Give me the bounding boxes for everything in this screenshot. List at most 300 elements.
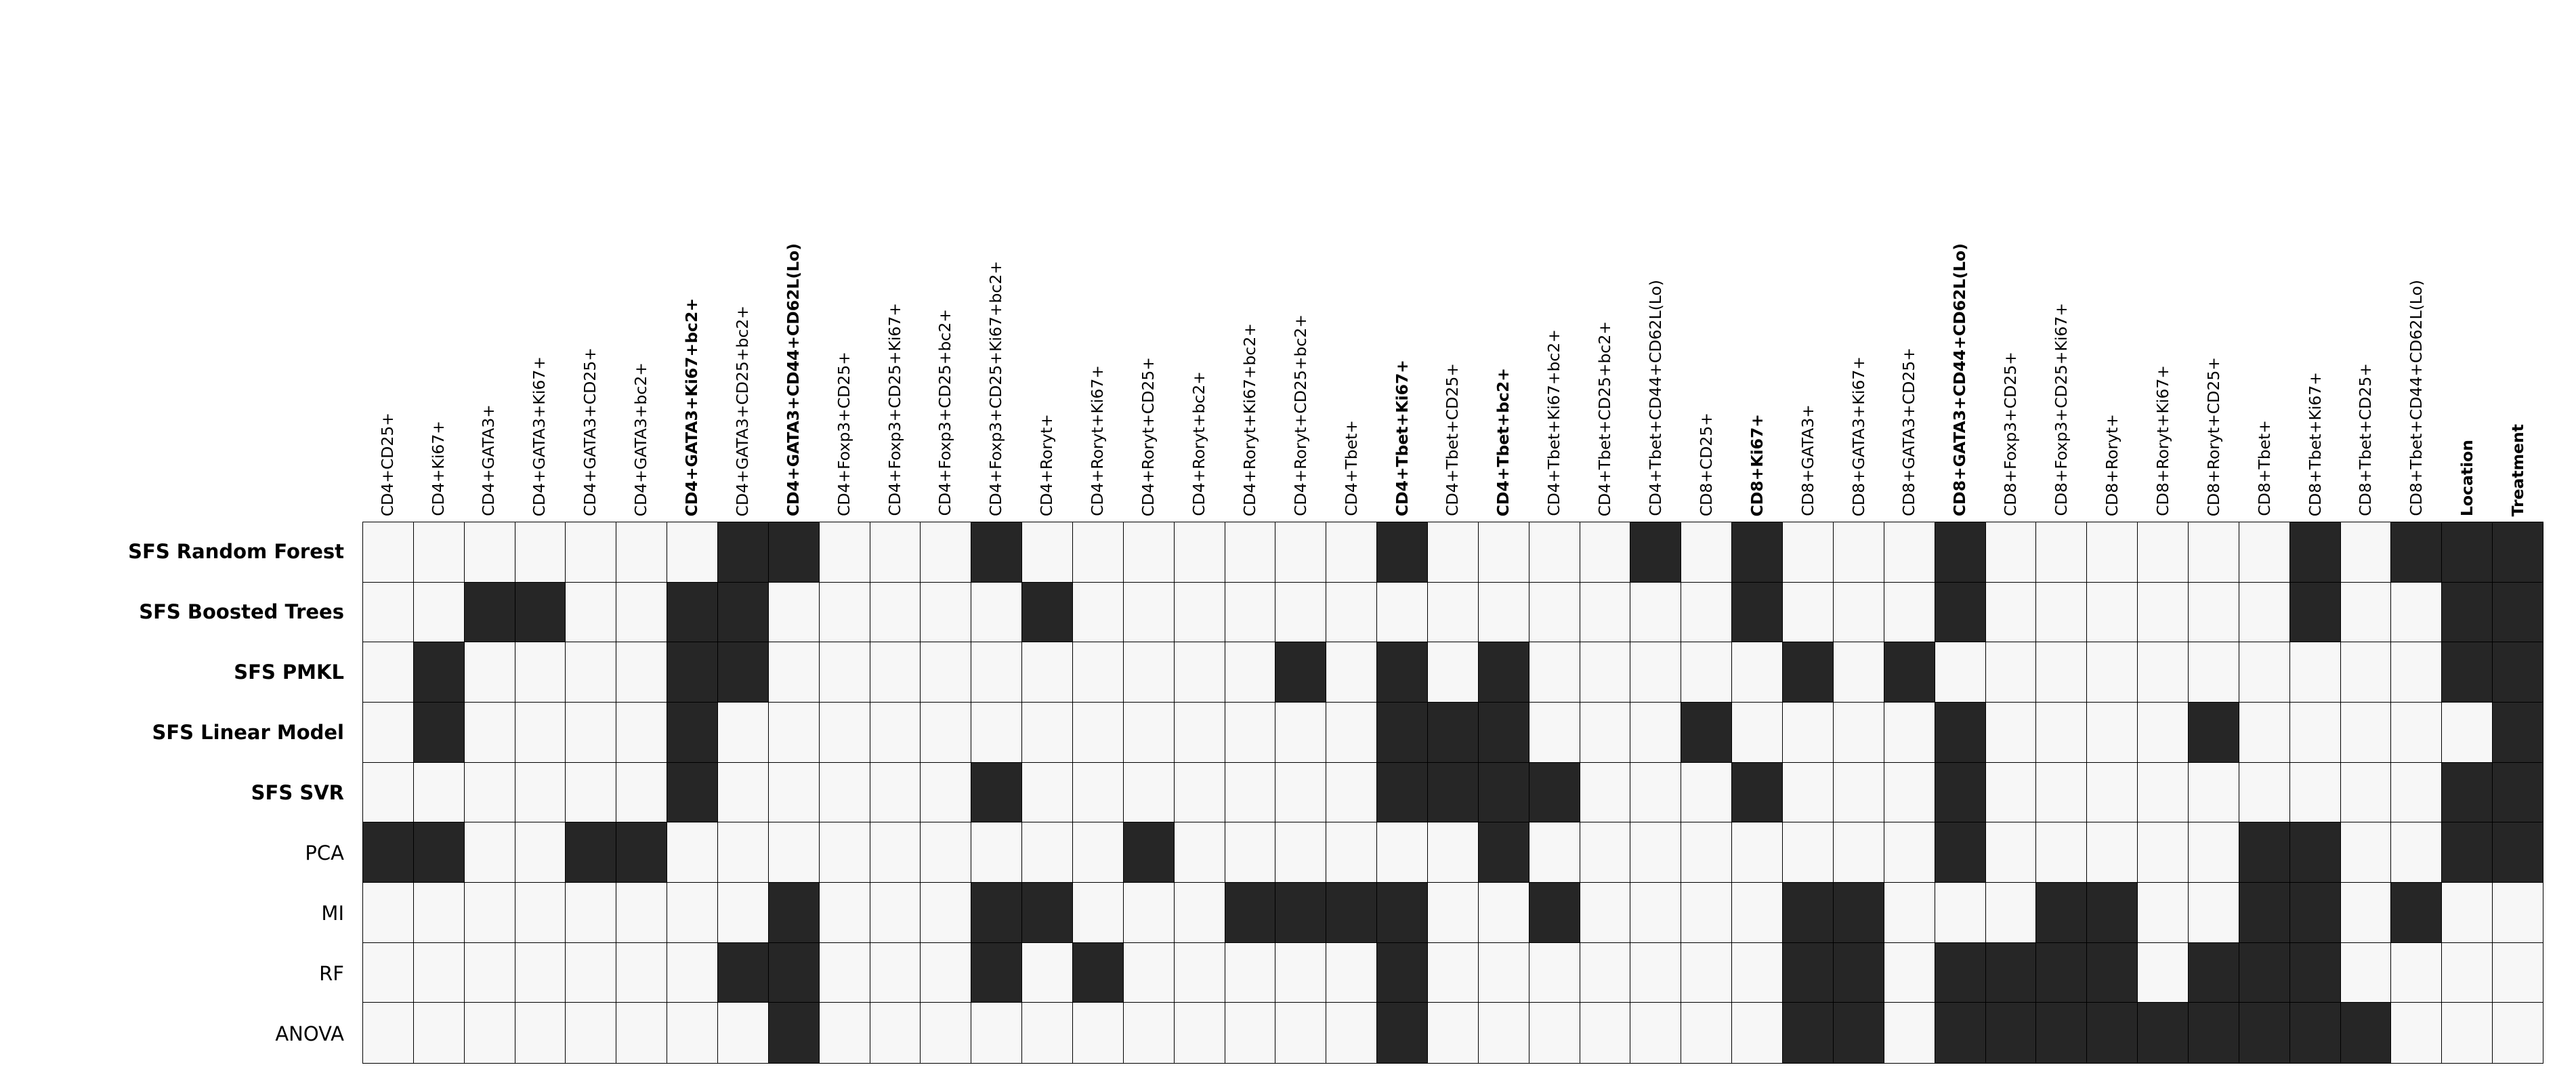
heatmap-cell xyxy=(465,583,515,643)
heatmap-cell xyxy=(921,642,971,703)
heatmap-cell xyxy=(2442,583,2493,643)
heatmap-cell xyxy=(2290,583,2341,643)
heatmap-cell xyxy=(1580,1003,1631,1063)
heatmap-cell xyxy=(971,943,1022,1003)
heatmap-cell xyxy=(1884,703,1935,763)
column-label-text: CD4+Roryt+Ki67+bc2+ xyxy=(1240,322,1259,516)
heatmap-cell xyxy=(769,943,820,1003)
heatmap-cell xyxy=(363,703,414,763)
row-label: SFS PMKL xyxy=(234,661,344,684)
heatmap-row xyxy=(363,642,2543,703)
heatmap-cell xyxy=(2493,763,2543,823)
heatmap-cell xyxy=(1225,1003,1276,1063)
heatmap-cell xyxy=(2442,522,2493,583)
heatmap-cell xyxy=(1783,642,1834,703)
heatmap-cell xyxy=(718,1003,769,1063)
heatmap-cell xyxy=(414,583,465,643)
heatmap-cell xyxy=(1834,522,1884,583)
heatmap-cell xyxy=(1377,522,1428,583)
heatmap-cell xyxy=(566,943,616,1003)
column-label-text: CD4+CD25+ xyxy=(377,412,397,516)
heatmap-cell xyxy=(2138,822,2189,883)
row-label: SFS Linear Model xyxy=(152,721,344,745)
heatmap-cell xyxy=(921,943,971,1003)
heatmap-cell xyxy=(2290,763,2341,823)
heatmap-cell xyxy=(1479,883,1529,943)
heatmap-cell xyxy=(1225,522,1276,583)
heatmap-cell xyxy=(2290,883,2341,943)
heatmap-cell xyxy=(1275,822,1326,883)
heatmap-cell xyxy=(718,943,769,1003)
heatmap-cell xyxy=(1377,703,1428,763)
heatmap-cell xyxy=(1175,763,1225,823)
heatmap-cell xyxy=(1884,763,1935,823)
heatmap-cell xyxy=(1580,583,1631,643)
heatmap-cell xyxy=(2138,703,2189,763)
column-label-text: CD8+Foxp3+CD25+ xyxy=(2001,351,2021,516)
heatmap-cell xyxy=(1073,763,1124,823)
heatmap-cell xyxy=(1986,703,2037,763)
heatmap-cell xyxy=(1783,763,1834,823)
heatmap-cell xyxy=(1175,822,1225,883)
heatmap-cell xyxy=(820,1003,870,1063)
heatmap-cell xyxy=(870,522,921,583)
heatmap-cell xyxy=(1428,763,1479,823)
heatmap-row xyxy=(363,822,2543,883)
heatmap-cell xyxy=(667,943,718,1003)
heatmap-cell xyxy=(2087,822,2138,883)
heatmap-cell xyxy=(971,1003,1022,1063)
column-label xyxy=(1174,0,1225,516)
heatmap-cell xyxy=(971,763,1022,823)
heatmap-cell xyxy=(1681,583,1732,643)
heatmap-cell xyxy=(1732,583,1783,643)
heatmap-cell xyxy=(1834,1003,1884,1063)
row-label: SFS Boosted Trees xyxy=(139,600,344,624)
heatmap-cell xyxy=(1479,822,1529,883)
heatmap-cell xyxy=(1073,822,1124,883)
column-label-text: CD4+GATA3+CD25+ xyxy=(580,348,600,516)
heatmap-cell xyxy=(1580,822,1631,883)
column-label xyxy=(2189,0,2239,516)
heatmap-cell xyxy=(1732,642,1783,703)
heatmap-cell xyxy=(2341,763,2392,823)
heatmap-cell xyxy=(2391,943,2442,1003)
heatmap-cell xyxy=(921,822,971,883)
column-label-text: CD4+Foxp3+CD25+Ki67+bc2+ xyxy=(986,260,1006,516)
heatmap-cell xyxy=(465,883,515,943)
heatmap-cell xyxy=(667,703,718,763)
heatmap-cell xyxy=(1681,522,1732,583)
heatmap-cell xyxy=(465,943,515,1003)
heatmap-cell xyxy=(1986,1003,2037,1063)
heatmap-cell xyxy=(870,822,921,883)
heatmap-cell xyxy=(1073,583,1124,643)
heatmap-cell xyxy=(870,943,921,1003)
column-label-text: CD8+GATA3+ xyxy=(1798,404,1817,516)
heatmap-cell xyxy=(1834,703,1884,763)
heatmap-cell xyxy=(1175,583,1225,643)
column-label xyxy=(362,0,413,516)
heatmap-cell xyxy=(1175,883,1225,943)
heatmap-cell xyxy=(1073,883,1124,943)
heatmap-cell xyxy=(718,763,769,823)
heatmap-cell xyxy=(1935,822,1986,883)
heatmap-cell xyxy=(2138,763,2189,823)
column-label xyxy=(515,0,566,516)
heatmap-cell xyxy=(1073,703,1124,763)
heatmap-cell xyxy=(820,943,870,1003)
heatmap-cell xyxy=(1326,883,1377,943)
heatmap-cell xyxy=(1529,703,1580,763)
heatmap-grid xyxy=(362,522,2543,1064)
column-label-text: CD4+Roryt+CD25+ xyxy=(1139,356,1158,516)
heatmap-cell xyxy=(1935,583,1986,643)
heatmap-cell xyxy=(1783,1003,1834,1063)
heatmap-cell xyxy=(1986,642,2037,703)
heatmap-cell xyxy=(1986,763,2037,823)
heatmap-cell xyxy=(1428,883,1479,943)
column-label-text: Treatment xyxy=(2508,423,2528,516)
heatmap-row xyxy=(363,583,2543,643)
heatmap-cell xyxy=(1630,822,1681,883)
heatmap-cell xyxy=(971,642,1022,703)
heatmap-cell xyxy=(1022,583,1073,643)
heatmap-cell xyxy=(2087,642,2138,703)
heatmap-cell xyxy=(2442,703,2493,763)
heatmap-cell xyxy=(769,583,820,643)
column-label-text: CD8+GATA3+CD25+ xyxy=(1899,348,1919,516)
heatmap-cell xyxy=(616,522,667,583)
column-label-text: CD4+GATA3+bc2+ xyxy=(631,362,651,516)
column-label xyxy=(1630,0,1681,516)
heatmap-cell xyxy=(769,1003,820,1063)
heatmap-cell xyxy=(515,642,566,703)
heatmap-row xyxy=(363,522,2543,583)
heatmap-cell xyxy=(1935,883,1986,943)
heatmap-cell xyxy=(465,522,515,583)
heatmap-cell xyxy=(2341,703,2392,763)
heatmap-cell xyxy=(1783,822,1834,883)
heatmap-cell xyxy=(667,1003,718,1063)
heatmap-cell xyxy=(1935,1003,1986,1063)
column-label xyxy=(768,0,819,516)
heatmap-cell xyxy=(1175,642,1225,703)
heatmap-cell xyxy=(2189,822,2239,883)
heatmap-cell xyxy=(1073,943,1124,1003)
heatmap-cell xyxy=(515,822,566,883)
heatmap-cell xyxy=(515,583,566,643)
heatmap-cell xyxy=(1479,1003,1529,1063)
heatmap-cell xyxy=(1377,642,1428,703)
column-label xyxy=(1225,0,1275,516)
heatmap-cell xyxy=(820,883,870,943)
heatmap-cell xyxy=(1225,703,1276,763)
heatmap-cell xyxy=(1275,943,1326,1003)
heatmap-cell xyxy=(414,703,465,763)
heatmap-cell xyxy=(2036,642,2087,703)
heatmap-cell xyxy=(1580,763,1631,823)
heatmap-cell xyxy=(515,883,566,943)
heatmap-cell xyxy=(921,1003,971,1063)
heatmap-cell xyxy=(1479,763,1529,823)
heatmap-cell xyxy=(1935,522,1986,583)
column-label xyxy=(2138,0,2189,516)
heatmap-cell xyxy=(718,583,769,643)
heatmap-cell xyxy=(1326,822,1377,883)
heatmap-cell xyxy=(921,583,971,643)
column-label-text: CD4+Ki67+ xyxy=(428,421,448,516)
heatmap-cell xyxy=(1630,583,1681,643)
heatmap-cell xyxy=(1022,943,1073,1003)
heatmap-cell xyxy=(1732,822,1783,883)
heatmap-cell xyxy=(1479,703,1529,763)
column-label xyxy=(870,0,921,516)
heatmap-cell xyxy=(1428,703,1479,763)
heatmap-cell xyxy=(363,763,414,823)
heatmap-cell xyxy=(1986,583,2037,643)
column-label-text: CD4+Tbet+Ki67+bc2+ xyxy=(1544,329,1564,516)
row-label: RF xyxy=(319,961,344,985)
heatmap-cell xyxy=(566,522,616,583)
heatmap-cell xyxy=(2391,1003,2442,1063)
heatmap-cell xyxy=(2138,1003,2189,1063)
heatmap-cell xyxy=(820,583,870,643)
heatmap-cell xyxy=(2493,583,2543,643)
heatmap-cell xyxy=(1834,642,1884,703)
heatmap-cell xyxy=(2391,583,2442,643)
heatmap-cell xyxy=(2391,642,2442,703)
column-label xyxy=(1123,0,1174,516)
heatmap-cell xyxy=(971,822,1022,883)
heatmap-cell xyxy=(2087,583,2138,643)
heatmap-cell xyxy=(566,883,616,943)
row-label: MI xyxy=(321,901,344,925)
column-label xyxy=(2036,0,2087,516)
column-label-text: CD4+Tbet+CD44+CD62L(Lo) xyxy=(1645,280,1665,516)
heatmap-cell xyxy=(515,703,566,763)
column-label-text: CD4+Foxp3+CD25+bc2+ xyxy=(935,309,955,516)
heatmap-cell xyxy=(2341,583,2392,643)
heatmap-cell xyxy=(2442,763,2493,823)
heatmap-cell xyxy=(2442,943,2493,1003)
heatmap-cell xyxy=(820,522,870,583)
heatmap-cell xyxy=(667,822,718,883)
heatmap-cell xyxy=(465,1003,515,1063)
heatmap-cell xyxy=(1529,1003,1580,1063)
column-label-text: CD4+Roryt+Ki67+ xyxy=(1088,365,1107,516)
heatmap-cell xyxy=(1479,583,1529,643)
heatmap-cell xyxy=(1124,883,1175,943)
heatmap-cell xyxy=(769,763,820,823)
row-labels xyxy=(0,522,354,1064)
heatmap-cell xyxy=(1428,583,1479,643)
heatmap-cell xyxy=(2239,883,2290,943)
heatmap-cell xyxy=(1580,943,1631,1003)
heatmap-cell xyxy=(1783,943,1834,1003)
heatmap-cell xyxy=(1377,822,1428,883)
column-label xyxy=(1884,0,1935,516)
heatmap-cell xyxy=(2189,1003,2239,1063)
heatmap-cell xyxy=(971,583,1022,643)
heatmap-cell xyxy=(1986,883,2037,943)
heatmap-cell xyxy=(870,703,921,763)
heatmap-cell xyxy=(414,883,465,943)
heatmap-cell xyxy=(1732,943,1783,1003)
column-label xyxy=(1783,0,1834,516)
heatmap-cell xyxy=(1428,1003,1479,1063)
column-label xyxy=(2290,0,2341,516)
heatmap-cell xyxy=(2087,763,2138,823)
heatmap-cell xyxy=(718,642,769,703)
heatmap-cell xyxy=(1884,883,1935,943)
heatmap-cell xyxy=(363,522,414,583)
heatmap-row xyxy=(363,883,2543,943)
column-label-text: CD4+Roryt+CD25+bc2+ xyxy=(1290,314,1310,516)
heatmap-cell xyxy=(667,522,718,583)
heatmap-cell xyxy=(1681,943,1732,1003)
heatmap-row xyxy=(363,1003,2543,1063)
heatmap-cell xyxy=(1124,763,1175,823)
heatmap-cell xyxy=(2290,703,2341,763)
heatmap-cell xyxy=(1935,703,1986,763)
heatmap-cell xyxy=(1732,883,1783,943)
heatmap-cell xyxy=(1681,1003,1732,1063)
heatmap-cell xyxy=(1124,642,1175,703)
heatmap-cell xyxy=(1022,1003,1073,1063)
heatmap-cell xyxy=(1630,883,1681,943)
heatmap-cell xyxy=(2189,642,2239,703)
column-label xyxy=(413,0,464,516)
heatmap-cell xyxy=(1326,703,1377,763)
heatmap-cell xyxy=(616,642,667,703)
heatmap-cell xyxy=(515,943,566,1003)
heatmap-cell xyxy=(667,642,718,703)
heatmap-cell xyxy=(1529,522,1580,583)
heatmap-cell xyxy=(2442,883,2493,943)
heatmap-cell xyxy=(2087,1003,2138,1063)
column-label xyxy=(1072,0,1123,516)
heatmap-cell xyxy=(1225,822,1276,883)
heatmap-cell xyxy=(2239,522,2290,583)
column-labels xyxy=(362,0,2543,516)
heatmap-cell xyxy=(1022,703,1073,763)
heatmap-cell xyxy=(414,822,465,883)
column-label xyxy=(1275,0,1326,516)
heatmap-cell xyxy=(2036,522,2087,583)
heatmap-cell xyxy=(1529,763,1580,823)
heatmap-cell xyxy=(2189,763,2239,823)
heatmap-cell xyxy=(414,763,465,823)
heatmap-cell xyxy=(1681,883,1732,943)
column-label xyxy=(921,0,971,516)
column-label xyxy=(566,0,616,516)
heatmap-cell xyxy=(1022,822,1073,883)
column-label xyxy=(819,0,870,516)
column-label xyxy=(1986,0,2037,516)
heatmap-cell xyxy=(718,703,769,763)
heatmap-cell xyxy=(1834,822,1884,883)
heatmap-cell xyxy=(971,703,1022,763)
heatmap-cell xyxy=(2442,822,2493,883)
heatmap-cell xyxy=(1225,943,1276,1003)
heatmap-cell xyxy=(2138,883,2189,943)
column-label xyxy=(1681,0,1732,516)
heatmap-cell xyxy=(1732,1003,1783,1063)
heatmap-cell xyxy=(2442,642,2493,703)
heatmap-cell xyxy=(2341,822,2392,883)
heatmap-cell xyxy=(2391,822,2442,883)
heatmap-cell xyxy=(820,642,870,703)
heatmap-cell xyxy=(616,583,667,643)
heatmap-cell xyxy=(363,883,414,943)
heatmap-cell xyxy=(921,703,971,763)
column-label-text: Location xyxy=(2457,439,2477,516)
heatmap-cell xyxy=(2391,522,2442,583)
heatmap-cell xyxy=(2290,1003,2341,1063)
heatmap-cell xyxy=(1580,703,1631,763)
heatmap-cell xyxy=(2138,943,2189,1003)
heatmap-cell xyxy=(2138,642,2189,703)
heatmap-cell xyxy=(1275,522,1326,583)
heatmap-cell xyxy=(515,1003,566,1063)
heatmap-cell xyxy=(2239,822,2290,883)
row-label: SFS SVR xyxy=(251,781,344,804)
heatmap-cell xyxy=(1022,883,1073,943)
heatmap-cell xyxy=(2036,763,2087,823)
heatmap-cell xyxy=(667,763,718,823)
heatmap-cell xyxy=(1326,522,1377,583)
heatmap-cell xyxy=(2239,642,2290,703)
heatmap-cell xyxy=(1479,943,1529,1003)
heatmap-cell xyxy=(616,883,667,943)
heatmap-cell xyxy=(1884,642,1935,703)
heatmap-cell xyxy=(566,642,616,703)
column-label-text: CD8+Tbet+CD44+CD62L(Lo) xyxy=(2407,280,2426,516)
heatmap-row xyxy=(363,943,2543,1003)
column-label-text: CD8+CD25+ xyxy=(1696,412,1716,516)
heatmap-cell xyxy=(1225,763,1276,823)
heatmap-cell xyxy=(820,763,870,823)
heatmap-cell xyxy=(1986,943,2037,1003)
heatmap-cell xyxy=(1630,943,1681,1003)
heatmap-cell xyxy=(820,703,870,763)
heatmap-cell xyxy=(1377,1003,1428,1063)
heatmap-cell xyxy=(2391,763,2442,823)
heatmap-cell xyxy=(1275,583,1326,643)
heatmap-cell xyxy=(1428,642,1479,703)
heatmap-cell xyxy=(1681,703,1732,763)
heatmap-cell xyxy=(363,583,414,643)
heatmap-cell xyxy=(1275,763,1326,823)
column-label-text: CD4+Tbet+bc2+ xyxy=(1494,367,1513,516)
heatmap-cell xyxy=(363,1003,414,1063)
heatmap-cell xyxy=(1377,943,1428,1003)
heatmap-cell xyxy=(2239,583,2290,643)
heatmap-cell xyxy=(921,522,971,583)
column-label xyxy=(2341,0,2392,516)
heatmap-cell xyxy=(2341,1003,2392,1063)
heatmap-cell xyxy=(1073,1003,1124,1063)
heatmap-cell xyxy=(1884,583,1935,643)
heatmap-cell xyxy=(1124,703,1175,763)
heatmap-cell xyxy=(1022,763,1073,823)
column-label xyxy=(1377,0,1428,516)
heatmap-cell xyxy=(2290,943,2341,1003)
heatmap-cell xyxy=(1681,642,1732,703)
heatmap-cell xyxy=(1175,703,1225,763)
heatmap-cell xyxy=(1884,1003,1935,1063)
